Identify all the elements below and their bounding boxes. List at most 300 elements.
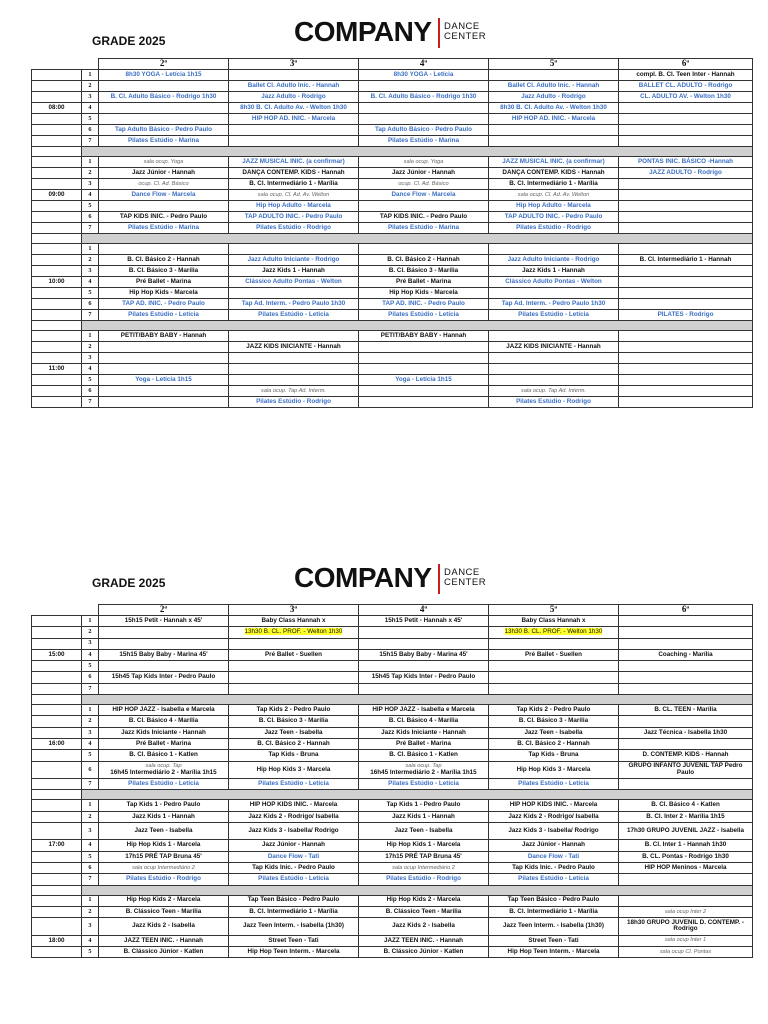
time-cell — [32, 147, 82, 157]
class-label: Hip Hop Kids 1 - Marcela — [126, 841, 201, 849]
class-cell — [489, 179, 619, 190]
class-cell — [359, 212, 489, 223]
time-cell — [32, 255, 82, 266]
class-cell — [619, 935, 753, 946]
class-cell — [359, 331, 489, 342]
class-cell — [619, 779, 753, 790]
class-label: Jazz Teen - Isabella — [394, 826, 453, 834]
time-cell — [32, 683, 82, 694]
room-number: 1 — [82, 800, 99, 811]
class-cell — [619, 114, 753, 125]
class-label: Pilates Estúdio - Letícia — [128, 779, 199, 787]
class-label: B. Cl. Básico 3 - Marília — [128, 266, 199, 274]
class-cell — [359, 705, 489, 716]
class-cell — [99, 244, 229, 255]
class-cell — [359, 179, 489, 190]
schedule-row — [32, 918, 753, 936]
class-cell — [619, 738, 753, 749]
class-cell — [99, 375, 229, 386]
class-cell — [99, 310, 229, 321]
class-cell — [359, 947, 489, 958]
class-label: Jazz Kids 1 - Hannah — [522, 266, 585, 274]
class-cell — [359, 223, 489, 234]
schedule-row — [32, 906, 753, 917]
class-label: Tap Kids 2 - Pedro Paulo — [256, 705, 331, 713]
class-cell — [359, 616, 489, 627]
class-label: Tap Teen Básico - Pedro Paulo — [507, 896, 600, 904]
room-number: 7 — [82, 136, 99, 147]
class-label: Pilates Estúdio - Rodrigo — [256, 223, 331, 231]
schedule-row — [32, 277, 753, 288]
class-cell — [619, 201, 753, 212]
time-cell — [32, 885, 82, 895]
time-cell — [32, 661, 82, 672]
class-cell — [229, 683, 359, 694]
class-label: Yoga - Letícia 1h15 — [135, 375, 192, 383]
class-cell — [229, 738, 359, 749]
time-cell — [32, 342, 82, 353]
class-label: JAZZ KIDS INICIANTE - Hannah — [506, 342, 601, 350]
class-label: B. Cl. Intermediário 1 - Marília — [509, 907, 598, 915]
class-label: 15h15 Petit - Hannah x 45' — [384, 616, 463, 624]
block-separator — [32, 790, 753, 800]
class-cell — [229, 223, 359, 234]
class-label: compl. B. Cl. Teen Inter - Hannah — [636, 70, 735, 78]
schedule-row — [32, 761, 753, 779]
class-label: Jazz Kids 3 - Isabella/ Rodrigo — [248, 826, 339, 834]
class-cell — [99, 179, 229, 190]
class-cell — [619, 223, 753, 234]
class-label: Jazz Júnior - Hannah — [522, 841, 585, 849]
time-cell — [32, 695, 82, 705]
class-label: TAP KIDS INIC. - Pedro Paulo — [379, 212, 468, 220]
class-label: B. Clássico Teen - Marília — [125, 907, 202, 915]
class-cell — [99, 70, 229, 81]
class-cell — [229, 190, 359, 201]
class-note: sala ocup Intermediário 2 — [392, 864, 455, 871]
class-label: B. Cl. Adulto Básico - Rodrigo 1h30 — [110, 92, 217, 100]
time-slot-label: 17:00 — [32, 840, 82, 851]
class-cell — [359, 661, 489, 672]
class-cell — [619, 288, 753, 299]
class-note: sala ocup. Yoga — [403, 158, 444, 165]
class-label: B. CL. TEEN - Marília — [654, 705, 717, 713]
class-cell — [359, 168, 489, 179]
class-label: 15h45 Tap Kids Inter - Pedro Paulo — [371, 673, 476, 681]
class-cell — [99, 114, 229, 125]
class-label: Pilates Estúdio - Letícia — [388, 779, 459, 787]
logo-divider — [438, 18, 440, 48]
schedule-row — [32, 895, 753, 906]
schedule-row — [32, 125, 753, 136]
room-number: 2 — [82, 627, 99, 638]
class-label: Pilates Estúdio - Letícia — [518, 875, 589, 883]
class-cell — [229, 331, 359, 342]
class-label: Hip Hop Teen Interm. - Marcela — [507, 947, 600, 955]
time-cell — [32, 136, 82, 147]
class-label: Pilates Estúdio - Rodrigo — [516, 397, 591, 405]
room-number: 1 — [82, 705, 99, 716]
class-cell — [99, 874, 229, 885]
schedule-row — [32, 136, 753, 147]
schedule-row — [32, 92, 753, 103]
class-label: Jazz Teen Interm. - Isabella (1h30) — [502, 922, 605, 930]
separator-bar — [82, 885, 753, 895]
class-cell — [619, 244, 753, 255]
class-cell — [619, 179, 753, 190]
class-label: TAP KIDS INIC. - Pedro Paulo — [119, 212, 208, 220]
class-cell — [229, 672, 359, 683]
time-cell — [32, 727, 82, 738]
class-cell — [619, 255, 753, 266]
corner-cell — [32, 605, 99, 616]
class-cell — [489, 331, 619, 342]
class-label: B. CL. Pontas - Rodrigo 1h30 — [642, 852, 729, 860]
class-cell — [99, 895, 229, 906]
class-label: Pilates Estúdio - Marina — [127, 223, 200, 231]
room-number: 7 — [82, 310, 99, 321]
class-cell — [99, 738, 229, 749]
class-cell — [229, 397, 359, 408]
schedule-row — [32, 386, 753, 397]
schedule-row — [32, 255, 753, 266]
room-number: 4 — [82, 277, 99, 288]
class-cell — [229, 266, 359, 277]
class-label: TAP ADULTO INIC. - Pedro Paulo — [504, 212, 603, 220]
schedule-row — [32, 114, 753, 125]
time-cell — [32, 244, 82, 255]
class-cell — [359, 70, 489, 81]
class-cell — [489, 727, 619, 738]
class-note: sala ocup. Tap — [145, 763, 182, 770]
class-label: Jazz Kids 2 - Isabella — [132, 922, 195, 930]
class-cell — [489, 627, 619, 638]
class-cell — [489, 190, 619, 201]
class-label: JAZZ TEEN INIC. - Hannah — [383, 936, 464, 944]
class-label: B. Cl. Inter 1 - Hannah 1h30 — [644, 841, 727, 849]
class-label: Baby Class Hannah x — [261, 616, 326, 624]
class-cell — [229, 779, 359, 790]
class-cell — [99, 266, 229, 277]
logo-subtitle: DANCE CENTER — [444, 567, 487, 588]
class-label: B. Cl. Intermediário 1 - Hannah — [639, 255, 732, 263]
class-cell — [619, 70, 753, 81]
class-label: Jazz Adulto - Rodrigo — [261, 92, 326, 100]
class-cell — [229, 103, 359, 114]
class-cell — [99, 103, 229, 114]
class-label: HIP HOP AD. INIC. - Marcela — [251, 114, 336, 122]
class-note: sala ocup Intermediário 2 — [132, 864, 195, 871]
separator-bar — [82, 234, 753, 244]
class-label: Jazz Kids 2 - Rodrigo/ Isabella — [508, 812, 599, 820]
class-label: Tap Kids - Bruna — [268, 751, 319, 759]
class-label: HIP HOP AD. INIC. - Marcela — [511, 114, 596, 122]
time-cell — [32, 386, 82, 397]
class-cell — [99, 386, 229, 397]
time-cell — [32, 331, 82, 342]
room-number: 2 — [82, 342, 99, 353]
class-cell — [99, 661, 229, 672]
class-cell — [619, 299, 753, 310]
class-cell — [489, 649, 619, 660]
class-cell — [99, 935, 229, 946]
class-label: B. Clássico Júnior - Katlen — [123, 947, 204, 955]
class-cell — [359, 627, 489, 638]
time-slot-label: 18:00 — [32, 935, 82, 946]
class-label: Tap Kids Inic. - Pedro Paulo — [512, 863, 595, 871]
class-cell — [229, 947, 359, 958]
schedule-row — [32, 727, 753, 738]
class-cell — [229, 918, 359, 936]
class-cell — [489, 168, 619, 179]
class-cell — [619, 342, 753, 353]
class-note: sala ocup. Yoga — [143, 158, 184, 165]
class-label: B. Cl. Intermediário 1 - Marília — [509, 179, 598, 187]
class-label: Tap Kids 2 - Pedro Paulo — [516, 705, 591, 713]
class-cell — [359, 672, 489, 683]
class-label: HIP HOP KIDS INIC. - Marcela — [509, 801, 598, 809]
class-label: 8h30 B. Cl. Adulto Av. - Welton 1h30 — [500, 103, 607, 111]
time-cell — [32, 895, 82, 906]
class-cell — [99, 190, 229, 201]
class-label: Jazz Teen - Isabella — [524, 728, 583, 736]
class-label: Hip Hop Kids 2 - Marcela — [386, 896, 461, 904]
class-cell — [99, 800, 229, 811]
schedule-row — [32, 70, 753, 81]
schedule-row — [32, 672, 753, 683]
class-cell — [619, 353, 753, 364]
class-cell — [229, 114, 359, 125]
room-number: 6 — [82, 386, 99, 397]
class-label: Street Teen - Tati — [268, 936, 319, 944]
class-label: 15h15 Petit - Hannah x 45' — [124, 616, 203, 624]
class-label: 13h30 B. CL. PROF. - Welton 1h30 — [244, 628, 343, 636]
class-label: PILATES - Rodrigo — [657, 310, 714, 318]
class-label: GRUPO INFANTO JUVENIL TAP Pedro Paulo — [628, 762, 743, 776]
class-cell — [99, 136, 229, 147]
class-cell — [99, 906, 229, 917]
class-cell — [619, 683, 753, 694]
class-label: BALLET CL. ADULTO - Rodrigo — [638, 81, 733, 89]
schedule-row — [32, 103, 753, 114]
class-label: CL. ADULTO AV. - Welton 1h30 — [640, 92, 731, 100]
class-cell — [619, 874, 753, 885]
class-label: Tap Adulto Básico - Pedro Paulo — [115, 125, 212, 133]
schedule-row — [32, 822, 753, 840]
class-cell — [489, 683, 619, 694]
class-label: Jazz Kids 1 - Hannah — [392, 812, 455, 820]
class-cell — [359, 727, 489, 738]
room-number: 4 — [82, 190, 99, 201]
class-cell — [359, 761, 489, 779]
class-note: sala ocup. Tap — [405, 763, 442, 770]
class-cell — [99, 840, 229, 851]
class-cell — [489, 70, 619, 81]
class-label: B. Cl. Intermediário 1 - Marília — [249, 907, 338, 915]
class-cell — [489, 661, 619, 672]
class-label: Pilates Estúdio - Letícia — [258, 875, 329, 883]
class-label: Pilates Estúdio - Rodrigo — [126, 875, 201, 883]
time-cell — [32, 92, 82, 103]
class-label: HIP HOP JAZZ - Isabella e Marcela — [112, 705, 215, 713]
class-cell — [619, 840, 753, 851]
class-label: Hip Hop Kids 3 - Marcela — [516, 765, 591, 773]
class-label: B. Cl. Básico 4 - Katlen — [651, 801, 720, 809]
class-cell — [489, 935, 619, 946]
class-cell — [359, 136, 489, 147]
time-cell — [32, 790, 82, 800]
class-cell — [619, 705, 753, 716]
class-cell — [619, 851, 753, 862]
room-number: 3 — [82, 179, 99, 190]
schedule-row — [32, 649, 753, 660]
class-cell — [489, 863, 619, 874]
class-cell — [489, 800, 619, 811]
class-cell — [619, 811, 753, 822]
room-number: 2 — [82, 168, 99, 179]
room-number: 1 — [82, 157, 99, 168]
room-number: 5 — [82, 114, 99, 125]
time-cell — [32, 851, 82, 862]
class-cell — [619, 800, 753, 811]
day-header: 2ª — [99, 605, 229, 616]
time-cell — [32, 212, 82, 223]
class-cell — [619, 397, 753, 408]
class-label: Hip Hop Kids 2 - Marcela — [126, 896, 201, 904]
class-label: Jazz Kids 2 - Rodrigo/ Isabella — [248, 812, 339, 820]
day-header-row — [32, 605, 753, 616]
class-cell — [229, 375, 359, 386]
class-cell — [99, 683, 229, 694]
time-cell — [32, 157, 82, 168]
class-cell — [489, 918, 619, 936]
room-number: 5 — [82, 375, 99, 386]
room-number: 6 — [82, 299, 99, 310]
class-cell — [229, 310, 359, 321]
class-cell — [99, 918, 229, 936]
schedule-row — [32, 331, 753, 342]
company-logo — [294, 560, 494, 600]
class-label: Jazz Teen Interm. - Isabella (1h30) — [242, 922, 345, 930]
time-cell — [32, 616, 82, 627]
schedule-row — [32, 81, 753, 92]
class-cell — [229, 364, 359, 375]
block-separator — [32, 695, 753, 705]
class-label: Jazz Teen - Isabella — [134, 826, 193, 834]
schedule-row — [32, 266, 753, 277]
class-cell — [619, 157, 753, 168]
class-cell — [359, 353, 489, 364]
class-label: PETIT/BABY BABY - Hannah — [120, 331, 207, 339]
schedule-row — [32, 616, 753, 627]
class-label: Dance Flow - Tati — [527, 852, 580, 860]
class-cell — [619, 761, 753, 779]
time-cell — [32, 705, 82, 716]
class-cell — [489, 840, 619, 851]
time-cell — [32, 874, 82, 885]
schedule-row — [32, 179, 753, 190]
time-cell — [32, 750, 82, 761]
time-cell — [32, 114, 82, 125]
class-note: sala ocup. Cl. Ad. Av. Welton — [517, 191, 590, 198]
class-cell — [359, 397, 489, 408]
class-cell — [359, 895, 489, 906]
class-cell — [229, 750, 359, 761]
schedule-row — [32, 638, 753, 649]
class-label: B. Cl. Intermediário 1 - Marília — [249, 179, 338, 187]
class-label: Pilates Estúdio - Rodrigo — [516, 223, 591, 231]
class-cell — [359, 851, 489, 862]
afternoon-schedule-table — [31, 604, 753, 958]
time-cell — [32, 918, 82, 936]
room-number: 7 — [82, 397, 99, 408]
schedule-row — [32, 201, 753, 212]
schedule-row — [32, 244, 753, 255]
class-cell — [359, 800, 489, 811]
class-cell — [99, 705, 229, 716]
class-cell — [619, 947, 753, 958]
time-slot-label: 10:00 — [32, 277, 82, 288]
room-number: 7 — [82, 223, 99, 234]
day-header: 4ª — [359, 605, 489, 616]
class-label: Pré Ballet - Marina — [136, 739, 191, 747]
class-label: Ballet Cl. Adulto Inic. - Hannah — [507, 81, 600, 89]
class-cell — [359, 863, 489, 874]
class-cell — [229, 157, 359, 168]
class-cell — [489, 716, 619, 727]
class-label: B. Cl. Básico 1 - Katlen — [389, 751, 458, 759]
class-cell — [99, 168, 229, 179]
room-number: 2 — [82, 81, 99, 92]
time-cell — [32, 375, 82, 386]
class-label: B. Cl. Básico 3 - Marília — [518, 717, 589, 725]
class-label: Hip Hop Teen Interm. - Marcela — [247, 947, 340, 955]
class-label: B. Clássico Júnior - Katlen — [383, 947, 464, 955]
class-cell — [359, 364, 489, 375]
class-cell — [229, 342, 359, 353]
class-cell — [359, 310, 489, 321]
class-cell — [619, 331, 753, 342]
class-cell — [359, 288, 489, 299]
class-cell — [359, 114, 489, 125]
class-cell — [229, 288, 359, 299]
class-cell — [359, 375, 489, 386]
class-label: 8h30 B. Cl. Adulto Av. - Welton 1h30 — [240, 103, 347, 111]
class-cell — [359, 840, 489, 851]
page-header — [0, 560, 768, 608]
room-number: 1 — [82, 244, 99, 255]
class-label: Pilates Estúdio - Marina — [127, 136, 200, 144]
room-number: 2 — [82, 716, 99, 727]
class-label: Pilates Estúdio - Letícia — [518, 310, 589, 318]
class-label: B. Cl. Básico 2 - Hannah — [127, 255, 200, 263]
class-cell — [619, 727, 753, 738]
room-number: 3 — [82, 918, 99, 936]
class-cell — [619, 672, 753, 683]
class-label: Clássico Adulto Pontas - Welton — [505, 277, 602, 285]
schedule-row — [32, 627, 753, 638]
class-label: Hip Hop Kids 1 - Marcela — [386, 841, 461, 849]
time-cell — [32, 321, 82, 331]
time-cell — [32, 800, 82, 811]
class-cell — [229, 649, 359, 660]
class-cell — [489, 201, 619, 212]
class-label: Jazz Kids Iniciante - Hannah — [381, 728, 466, 736]
class-cell — [229, 201, 359, 212]
class-cell — [359, 190, 489, 201]
time-cell — [32, 822, 82, 840]
schedule-row — [32, 779, 753, 790]
